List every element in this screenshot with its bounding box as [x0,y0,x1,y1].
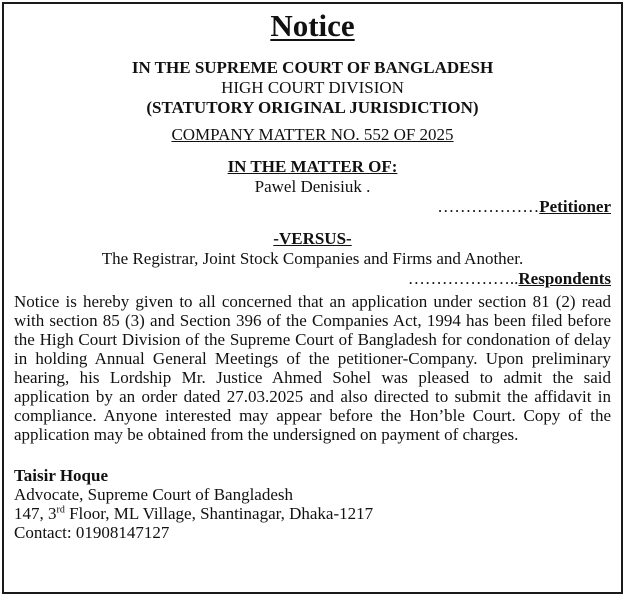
signatory-title: Advocate, Supreme Court of Bangladesh [14,485,294,504]
notice-frame [2,2,623,594]
matter-number-text: COMPANY MATTER NO. 552 OF 2025 [171,125,454,144]
versus-text: -VERSUS- [273,229,352,248]
notice-body [4,9,621,542]
jurisdiction: (STATUTORY ORIGINAL JURISDICTION) [146,98,479,117]
respondents-line [14,269,611,289]
petitioner-dots: ……………… [437,197,540,216]
respondents-dots: ……………….. [407,269,519,288]
in-matter-of-text: IN THE MATTER OF: [227,157,398,176]
address-number: 147, 3 [14,504,57,523]
signatory-name: Taisir Hoque [14,466,109,485]
notice-title: Notice [270,8,355,43]
notice-paragraph: Notice is hereby given to all concerned that an application under section 81 (2) read with section 85 (3) and Section 396 of the Companies Act, 1994 has been filed before the High Court Division of the Supreme Court of Bangladesh for condonation of delay in holding Annual General Meetings of the petitioner-Company. Upon preliminary hearing, his Lordship Mr. Justice Ahmed Sohel was pleased to admit the said application by an order dated 27.03.2025 and also directed to submit the affidavit in compliance. Anyone interested may appear before the Hon’ble Court. Copy of the application may be obtained from the undersigned on payment of charges. [14,292,611,444]
petitioner-label: Petitioner [539,197,611,216]
respondents-label: Respondents [518,269,611,288]
address-rest: Floor, ML Village, Shantinagar, Dhaka-1217 [64,504,374,523]
respondents-name: The Registrar, Joint Stock Companies and Firms and Another. [101,249,524,268]
address-superscript: rd [56,504,65,516]
signatory-address [14,504,611,523]
petitioner-name: Pawel Denisiuk . [254,177,371,196]
signatory-contact: Contact: 01908147127 [14,523,170,542]
court-division: HIGH COURT DIVISION [221,78,404,97]
matter-number [14,125,611,145]
petitioner-line [14,197,611,217]
versus-line [14,229,611,249]
signature-block [14,466,611,542]
court-name: IN THE SUPREME COURT OF BANGLADESH [131,58,494,77]
in-matter-of-heading [14,157,611,177]
